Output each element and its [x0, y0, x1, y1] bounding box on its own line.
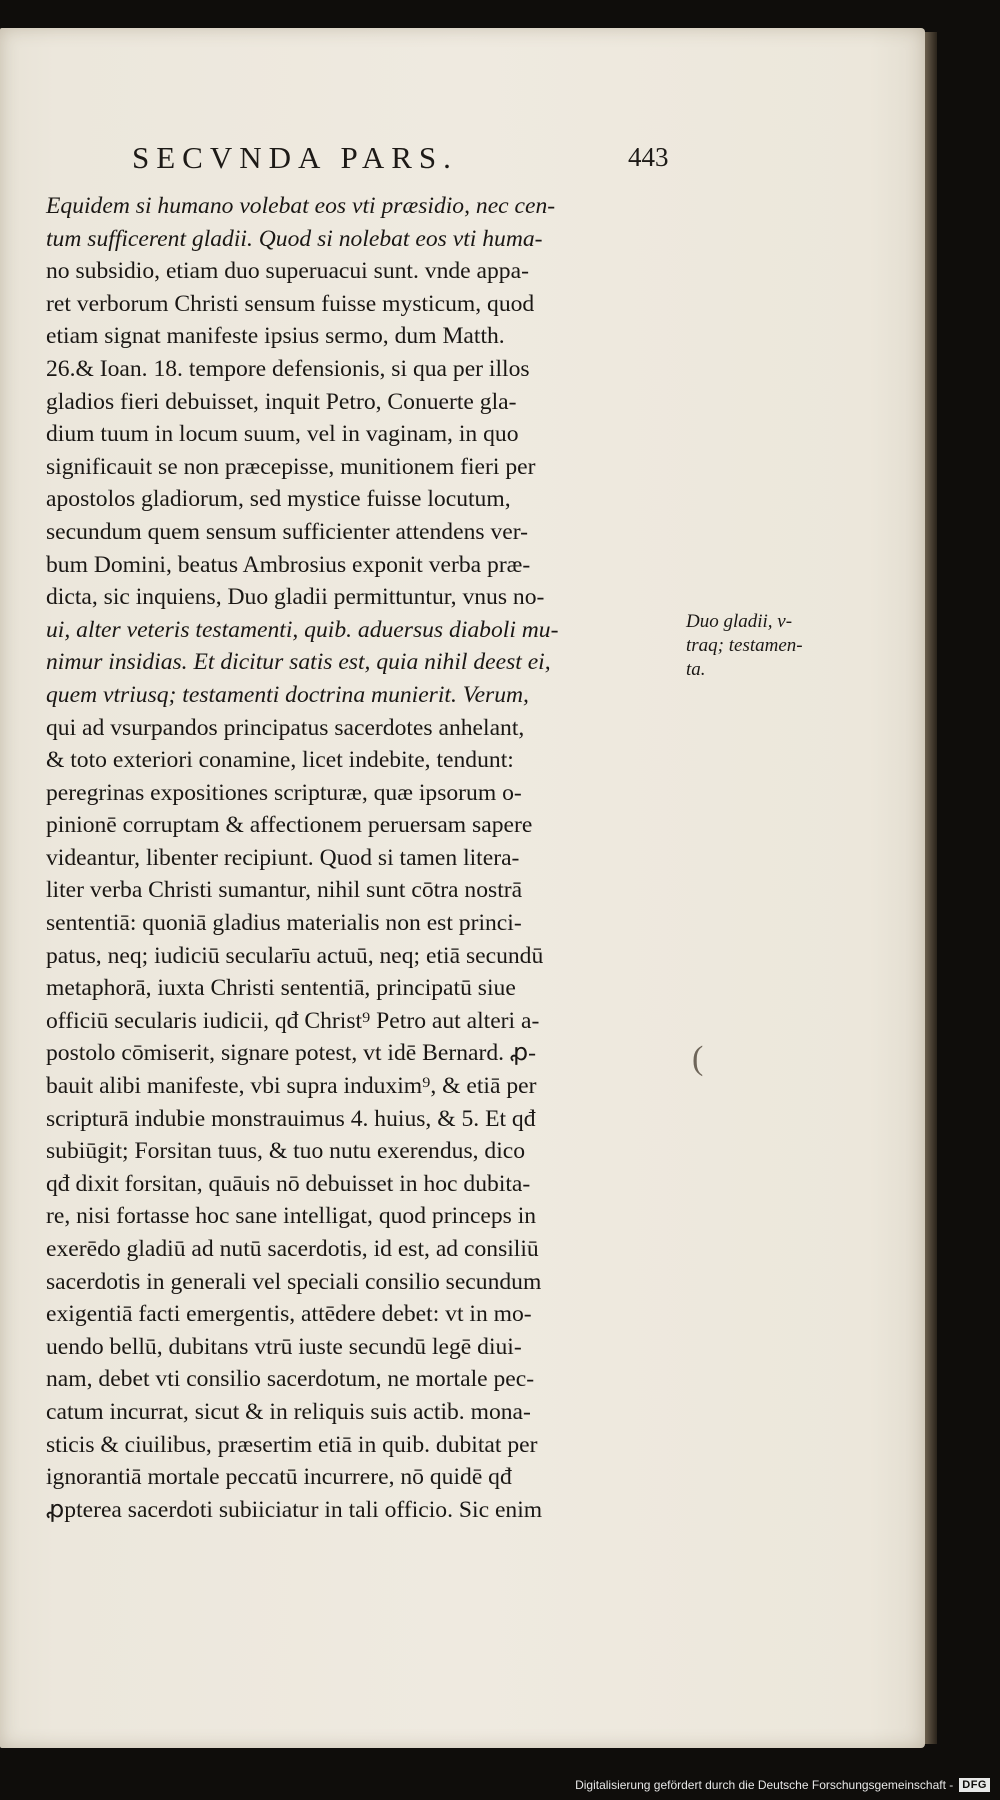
marginal-note-line: Duo gladii, v-	[686, 611, 793, 632]
text-line: uendo bellū, dubitans vtrū iuste secundū legē diui-	[46, 1333, 522, 1360]
footer-credit	[575, 1778, 990, 1792]
text-line: pinionē corruptam & affectionem peruersam sapere	[46, 812, 533, 839]
text-line: ꝓpterea sacerdoti subiiciatur in tali officio. Sic enim	[46, 1496, 543, 1523]
text-line: no subsidio, etiam duo superuacui sunt. vnde appa-	[46, 258, 529, 285]
text-line: & toto exteriori conamine, licet indebite, tendunt:	[46, 747, 514, 774]
text-line: tum sufficerent gladii. Quod si nolebat eos vti huma-	[46, 225, 543, 252]
text-line: videantur, libenter recipiunt. Quod si tamen litera-	[46, 844, 520, 871]
text-line: re, nisi fortasse hoc sane intelligat, quod princeps in	[46, 1203, 537, 1230]
text-line: patus, neq; iudiciū secularīu actuū, neq; etiā secundū	[46, 942, 544, 969]
text-line: qui ad vsurpandos principatus sacerdotes anhelant,	[46, 714, 525, 741]
text-line: quem vtriusq; testamenti doctrina munierit. Verum,	[46, 681, 529, 708]
text-line: exigentiā facti emergentis, attēdere debet: vt in mo-	[46, 1301, 532, 1328]
text-line: ret verborum Christi sensum fuisse mysticum, quod	[46, 290, 535, 317]
text-line: Equidem si humano volebat eos vti præsidio, nec cen-	[46, 193, 556, 219]
text-line: gladios fieri debuisset, inquit Petro, Conuerte gla-	[46, 388, 517, 415]
text-line: peregrinas expositiones scripturæ, quæ ipsorum o-	[46, 779, 522, 806]
running-head: SECVNDA PARS.	[132, 140, 458, 175]
text-line: sententiā: quoniā gladius materialis non est princi-	[46, 910, 522, 937]
text-line: catum incurrat, sicut & in reliquis suis actib. mona-	[46, 1398, 531, 1425]
text-line: qđ dixit forsitan, quāuis nō debuisset in hoc dubita-	[46, 1170, 531, 1197]
body-text	[46, 190, 678, 1526]
text-line: scripturā indubie monstrauimus 4. huius, & 5. Et qđ	[46, 1105, 536, 1132]
text-line: sticis & ciuilibus, præsertim etiā in quib. dubitat per	[46, 1431, 538, 1458]
text-line: liter verba Christi sumantur, nihil sunt cōtra nostrā	[46, 877, 523, 904]
page-number: 443	[628, 142, 669, 172]
text-line: etiam signat manifeste ipsius sermo, dum Matth.	[46, 323, 505, 350]
marginal-note	[686, 610, 866, 682]
text-line: postolo cōmiserit, signare potest, vt idē Bernard. ꝓ-	[46, 1040, 537, 1067]
text-line: secundum quem sensum sufficienter attendens ver-	[46, 518, 528, 545]
text-line: bauit alibi manifeste, vbi supra induxim⁹, & etiā per	[46, 1073, 537, 1100]
text-line: officiū secularis iudicii, qđ Christ⁹ Petro aut alteri a-	[46, 1007, 540, 1034]
text-line: significauit se non præcepisse, munitionem fieri per	[46, 453, 536, 480]
text-line: metaphorā, iuxta Christi sententiā, principatū siue	[46, 975, 516, 1002]
text-line: nam, debet vti consilio sacerdotum, ne mortale pec-	[46, 1366, 535, 1393]
text-line: bum Domini, beatus Ambrosius exponit verba præ-	[46, 551, 531, 578]
text-line: subiūgit; Forsitan tuus, & tuo nutu exerendus, dico	[46, 1138, 526, 1165]
dfg-logo: DFG	[959, 1778, 990, 1792]
marginal-note-line: ta.	[686, 659, 706, 680]
text-line: sacerdotis in generali vel speciali consilio secundum	[46, 1268, 542, 1295]
text-line: dicta, sic inquiens, Duo gladii permittuntur, vnus no-	[46, 584, 545, 611]
text-line: dium tuum in locum suum, vel in vaginam, in quo	[46, 421, 519, 448]
text-line: nimur insidias. Et dicitur satis est, quia nihil deest ei,	[46, 649, 551, 676]
text-line: apostolos gladiorum, sed mystice fuisse locutum,	[46, 486, 511, 513]
text-line: ignorantiā mortale peccatū incurrere, nō quidē qđ	[46, 1464, 512, 1491]
footer-text: Digitalisierung gefördert durch die Deutsche Forschungsgemeinschaft -	[575, 1778, 954, 1792]
text-line: 26.& Ioan. 18. tempore defensionis, si qua per illos	[46, 355, 530, 382]
marginal-note-line: traq; testamen-	[686, 635, 803, 656]
page-edge	[925, 32, 937, 1744]
text-line: exerēdo gladiū ad nutū sacerdotis, id est, ad consiliū	[46, 1236, 539, 1262]
text-line: ui, alter veteris testamenti, quib. aduersus diaboli mu-	[46, 616, 559, 643]
margin-mark: (	[692, 1040, 704, 1077]
